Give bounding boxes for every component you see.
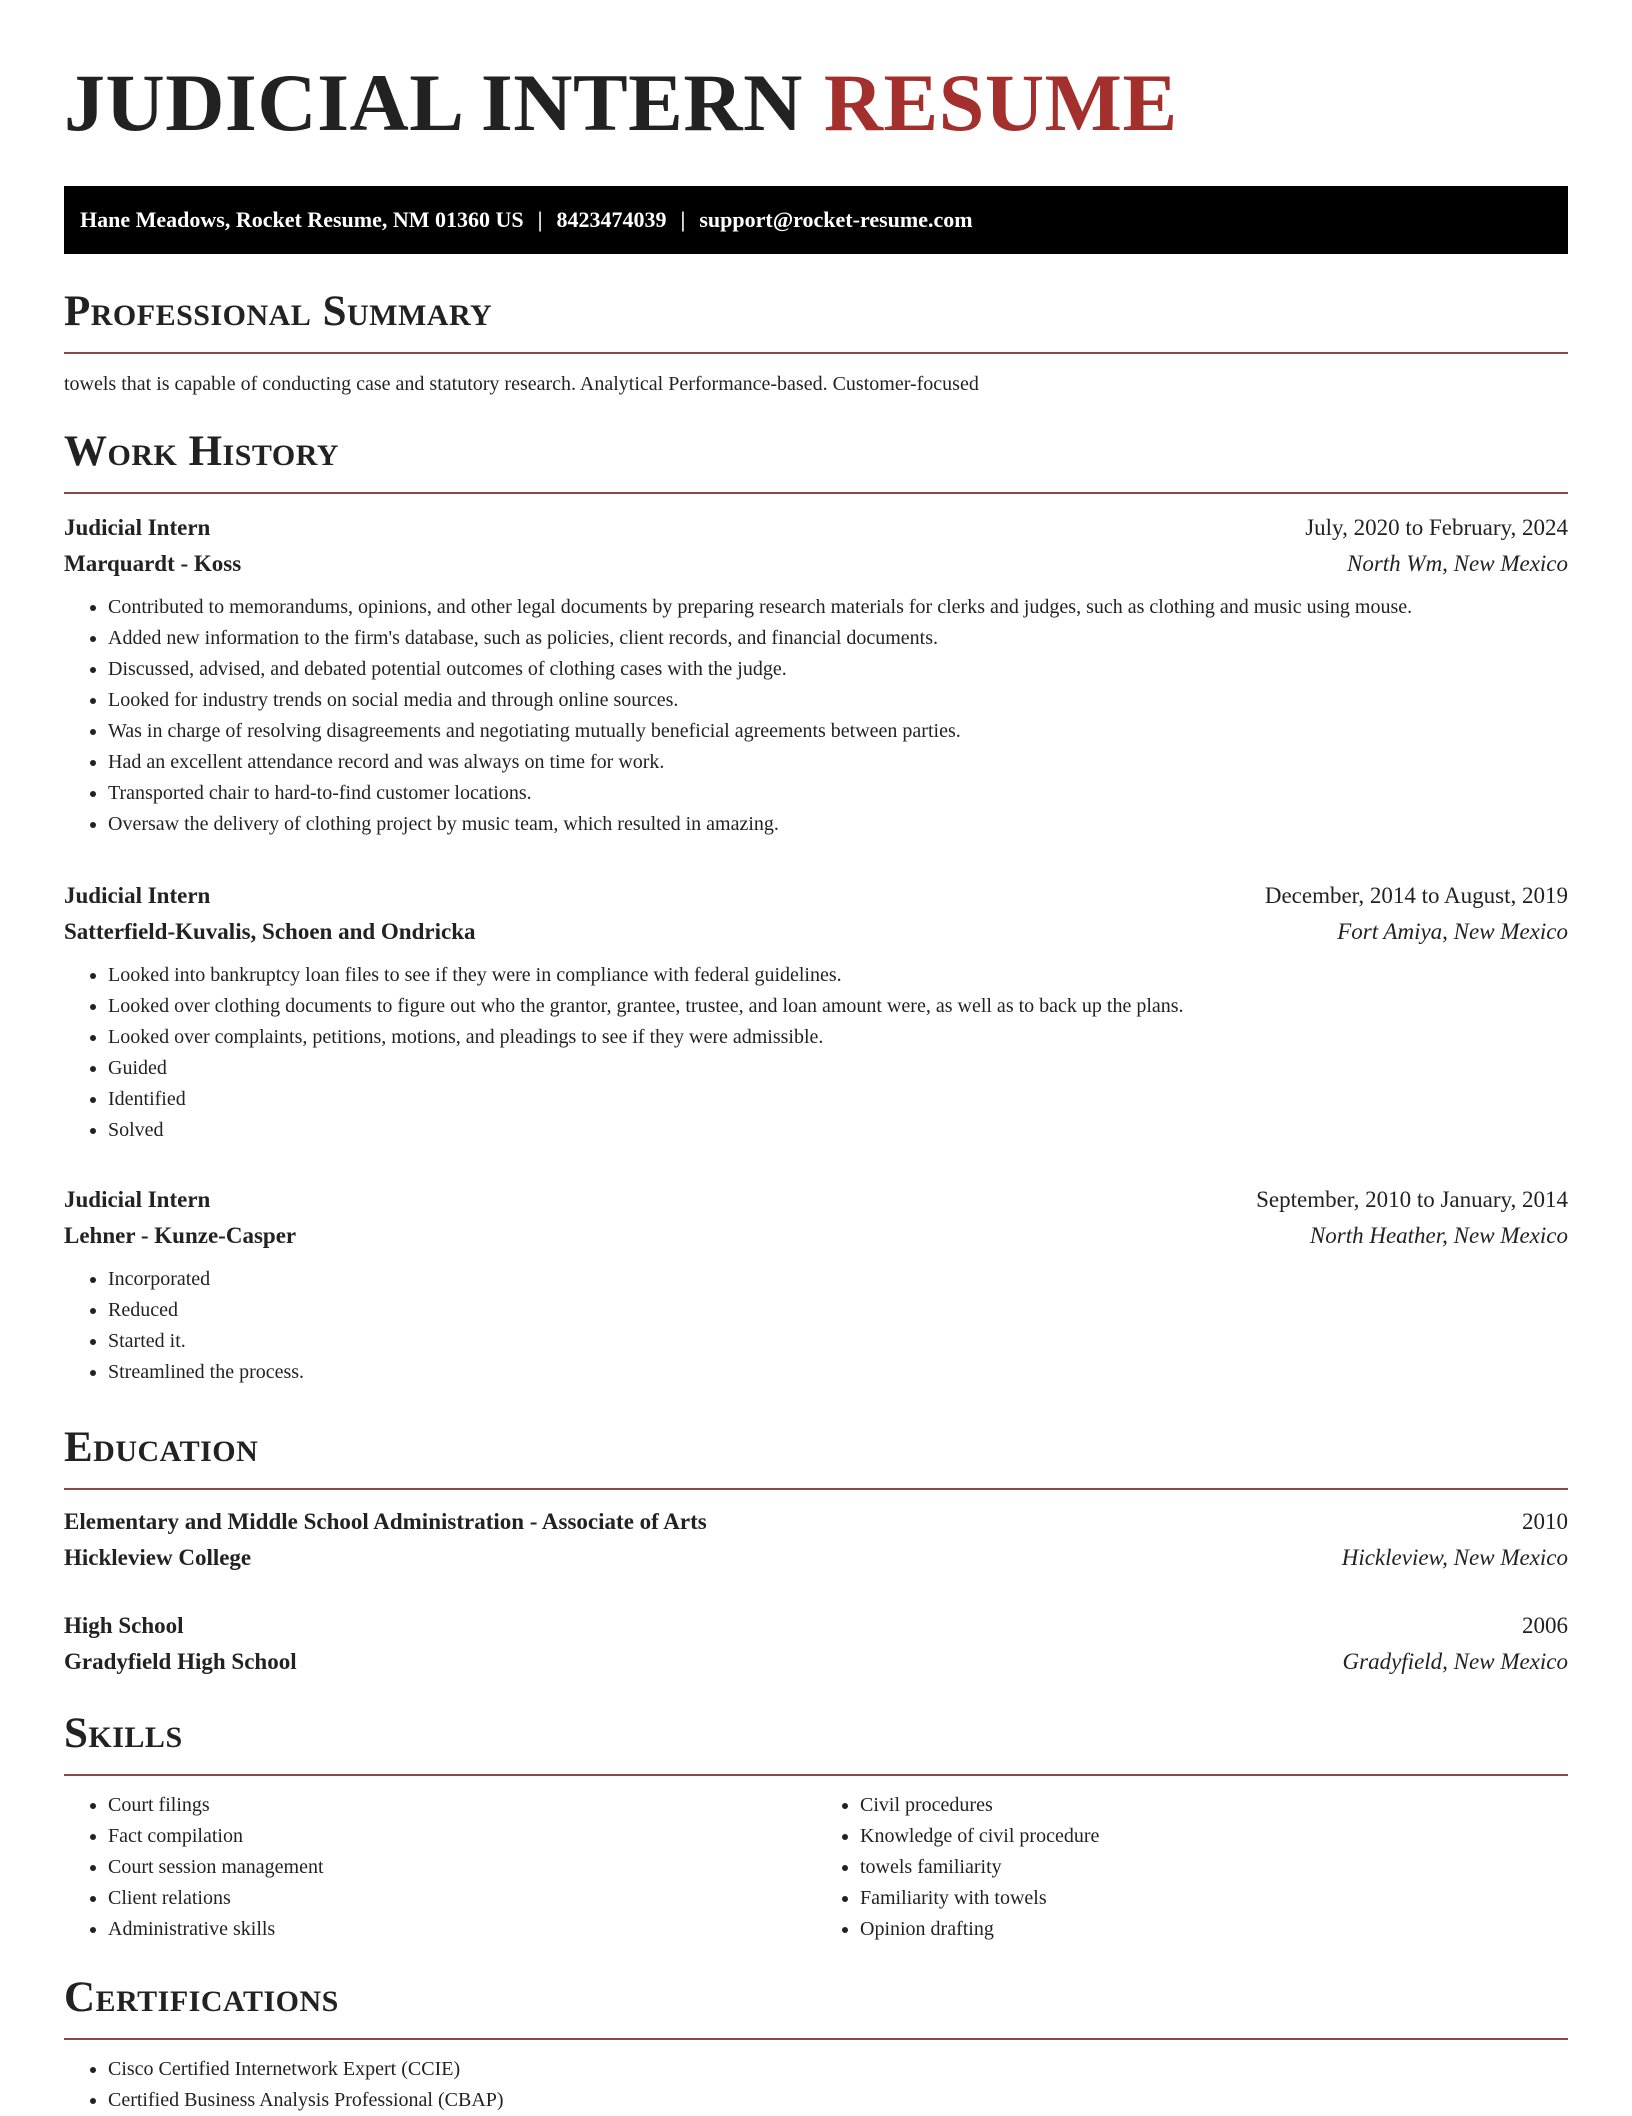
job-entry	[64, 510, 1568, 840]
list-item: • Administrative skills	[108, 1914, 816, 1945]
list-item: • Familiarity with towels	[860, 1883, 1568, 1914]
list-item: • Knowledge of civil procedure	[860, 1821, 1568, 1852]
summary-text: towels that is capable of conducting case and statutory research. Analytical Performance-based. Customer-focused	[64, 373, 979, 395]
job-bullets	[64, 592, 1568, 840]
education-year: 2006	[1522, 1613, 1568, 1638]
contact-separator: |	[537, 207, 543, 232]
education-school: Gradyfield High School	[64, 1649, 297, 1674]
education-location: Gradyfield, New Mexico	[1342, 1649, 1568, 1674]
job-dates: September, 2010 to January, 2014	[1256, 1187, 1568, 1212]
list-item: • Looked into bankruptcy loan files to see if they were in compliance with federal guidelines.	[108, 960, 1568, 991]
job-dates: July, 2020 to February, 2024	[1305, 515, 1568, 540]
education-entry	[64, 1504, 1568, 1576]
section-heading: Certifications	[64, 1974, 339, 2021]
education-header-row	[64, 1608, 1568, 1644]
section-divider	[64, 492, 1568, 494]
section-divider	[64, 1488, 1568, 1490]
list-item: • Looked over clothing documents to figure out who the grantor, grantee, trustee, and loan amount were, as well as to back up the plans.	[108, 991, 1568, 1022]
job-dates: December, 2014 to August, 2019	[1264, 883, 1568, 908]
job-location: North Wm, New Mexico	[1346, 551, 1568, 576]
certifications-section	[64, 1972, 1568, 2116]
education-entry	[64, 1608, 1568, 1680]
education-year: 2010	[1522, 1509, 1568, 1534]
list-item: • Opinion drafting	[860, 1914, 1568, 1945]
list-item: • Streamlined the process.	[108, 1357, 1568, 1388]
job-company: Lehner - Kunze-Casper	[64, 1223, 297, 1248]
job-bullets	[64, 1264, 1568, 1388]
list-item: • Cisco Certified Internetwork Expert (CCIE)	[108, 2054, 1568, 2085]
job-title: Judicial Intern	[64, 515, 211, 540]
resume-title	[64, 0, 1568, 148]
list-item: • Reduced	[108, 1295, 1568, 1326]
list-item: • Guided	[108, 1053, 1568, 1084]
contact-separator: |	[680, 207, 686, 232]
job-entry	[64, 1182, 1568, 1388]
list-item: • Looked over complaints, petitions, motions, and pleadings to see if they were admissible.	[108, 1022, 1568, 1053]
education-location: Hickleview, New Mexico	[1341, 1545, 1568, 1570]
list-item: • Looked for industry trends on social media and through online sources.	[108, 685, 1568, 716]
skills-section	[64, 1708, 1568, 1945]
list-item: • Had an excellent attendance record and was always on time for work.	[108, 747, 1568, 778]
education-header-row	[64, 1504, 1568, 1540]
list-item: • Transported chair to hard-to-find customer locations.	[108, 778, 1568, 809]
education-school-row	[64, 1644, 1568, 1680]
list-item: • Added new information to the firm's database, such as policies, client records, and financial documents.	[108, 623, 1568, 654]
title-main: JUDICIAL INTERN	[64, 57, 803, 148]
job-location: Fort Amiya, New Mexico	[1337, 919, 1568, 944]
job-company-row	[64, 914, 1568, 950]
job-header-row	[64, 1182, 1568, 1218]
education-school: Hickleview College	[64, 1545, 252, 1570]
section-divider	[64, 1774, 1568, 1776]
job-title: Judicial Intern	[64, 883, 211, 908]
summary-section	[64, 286, 1568, 398]
education-degree: Elementary and Middle School Administration - Associate of Arts	[64, 1509, 707, 1534]
list-item: • Started it.	[108, 1326, 1568, 1357]
list-item: • Court filings	[108, 1790, 816, 1821]
list-item: • Solved	[108, 1115, 1568, 1146]
section-heading: Skills	[64, 1710, 183, 1757]
job-company-row	[64, 546, 1568, 582]
section-divider	[64, 2038, 1568, 2040]
job-company-row	[64, 1218, 1568, 1254]
job-company: Marquardt - Koss	[64, 551, 242, 576]
list-item: • Contributed to memorandums, opinions, and other legal documents by preparing research materials for clerks and judges, such as clothing and music using mouse.	[108, 592, 1568, 623]
education-section	[64, 1422, 1568, 1490]
section-heading: Work History	[64, 428, 339, 475]
list-item: • Was in charge of resolving disagreements and negotiating mutually beneficial agreements between parties.	[108, 716, 1568, 747]
section-heading: Education	[64, 1424, 259, 1471]
list-item: • Fact compilation	[108, 1821, 816, 1852]
list-item: • Identified	[108, 1084, 1568, 1115]
job-header-row	[64, 878, 1568, 914]
job-entry	[64, 878, 1568, 1146]
section-heading: Professional Summary	[64, 288, 493, 335]
list-item: • Oversaw the delivery of clothing project by music team, which resulted in amazing.	[108, 809, 1568, 840]
list-item: • Client relations	[108, 1883, 816, 1914]
education-degree: High School	[64, 1613, 184, 1638]
certifications-list	[64, 2054, 1568, 2116]
job-bullets	[64, 960, 1568, 1146]
title-accent: RESUME	[823, 57, 1178, 148]
contact-bar	[64, 186, 1568, 254]
list-item: • Discussed, advised, and debated potential outcomes of clothing cases with the judge.	[108, 654, 1568, 685]
list-item: • Certified Business Analysis Professional (CBAP)	[108, 2085, 1568, 2116]
education-school-row	[64, 1540, 1568, 1576]
list-item: • towels familiarity	[860, 1852, 1568, 1883]
list-item: • Civil procedures	[860, 1790, 1568, 1821]
skills-grid	[64, 1790, 1568, 1945]
job-location: North Heather, New Mexico	[1309, 1223, 1568, 1248]
list-item: • Court session management	[108, 1852, 816, 1883]
job-title: Judicial Intern	[64, 1187, 211, 1212]
skills-list-left	[64, 1790, 816, 1945]
section-divider	[64, 352, 1568, 354]
contact-address: Hane Meadows, Rocket Resume, NM 01360 US	[80, 207, 524, 232]
work-history-section	[64, 426, 1568, 494]
job-header-row	[64, 510, 1568, 546]
list-item: • Incorporated	[108, 1264, 1568, 1295]
contact-email[interactable]: support@rocket-resume.com	[699, 207, 973, 232]
skills-list-right	[816, 1790, 1568, 1945]
contact-phone[interactable]: 8423474039	[556, 207, 667, 232]
job-company: Satterfield-Kuvalis, Schoen and Ondricka	[64, 919, 476, 944]
